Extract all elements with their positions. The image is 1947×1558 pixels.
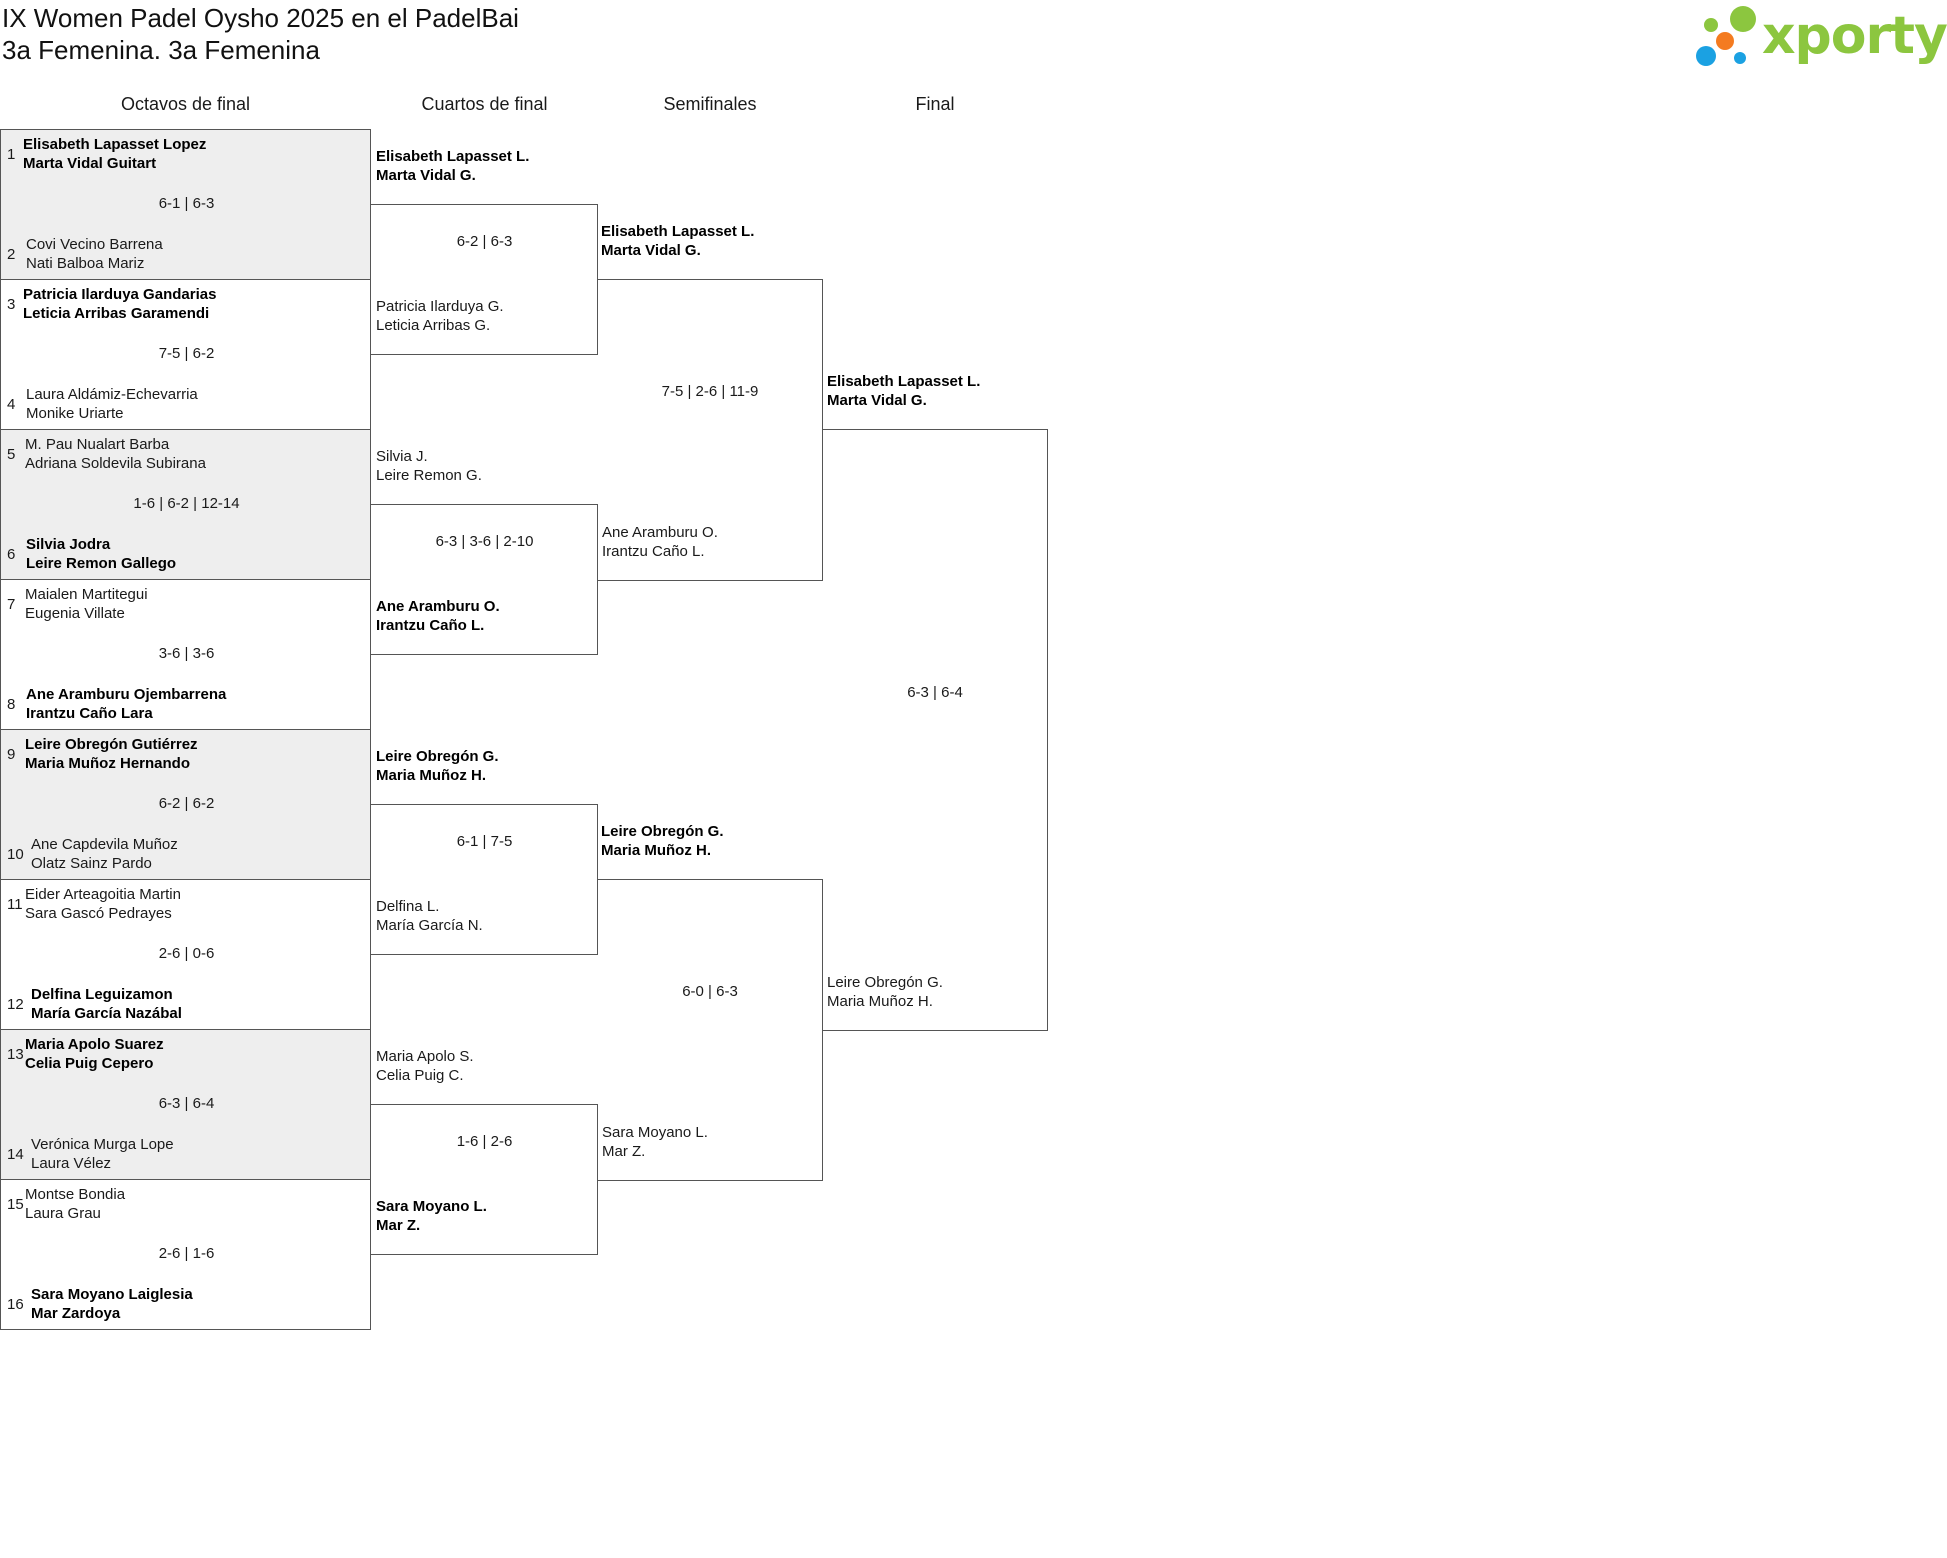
r16-match[interactable] [0, 429, 371, 580]
final-team-a-player-1: Elisabeth Lapasset L. [827, 373, 981, 390]
sf-team-b-player-2: Mar Z. [602, 1143, 646, 1160]
seed-number: 8 [7, 696, 16, 713]
qf-team-b-player-2: Mar Z. [376, 1217, 421, 1234]
sf-team-b-player-1: Ane Aramburu O. [602, 524, 718, 541]
sf-match[interactable] [597, 879, 823, 1181]
team-b-player-1: Ane Aramburu Ojembarrena [26, 686, 227, 703]
qf-team-a-player-2: Celia Puig C. [376, 1067, 464, 1084]
r16-match[interactable] [0, 1029, 371, 1180]
match-score: 1-6 | 2-6 [456, 1133, 513, 1150]
qf-team-b-player-1: Patricia Ilarduya G. [376, 298, 504, 315]
team-b-player-1: Laura Aldámiz-Echevarria [26, 386, 198, 403]
qf-team-a-player-2: Maria Muñoz H. [376, 767, 487, 784]
qf-match[interactable] [371, 804, 598, 955]
logo-dot-green-icon [1730, 6, 1756, 32]
match-score: 6-3 | 6-4 [907, 684, 963, 701]
final-team-a-player-2: Marta Vidal G. [827, 392, 927, 409]
seed-number: 5 [7, 446, 16, 463]
team-b-player-2: Nati Balboa Mariz [26, 255, 145, 272]
team-b-player-2: Monike Uriarte [26, 405, 124, 422]
team-b-player-2: María García Nazábal [31, 1005, 182, 1022]
r16-match[interactable] [0, 1179, 371, 1330]
final-team-b-player-2: Maria Muñoz H. [827, 993, 933, 1010]
team-b-player-2: Irantzu Caño Lara [26, 705, 153, 722]
team-b-player-2: Olatz Sainz Pardo [31, 855, 152, 872]
match-score: 6-2 | 6-2 [158, 795, 215, 812]
team-a-player-2: Leticia Arribas Garamendi [23, 305, 210, 322]
seed-number: 9 [7, 746, 16, 763]
team-a-player-2: Sara Gascó Pedrayes [25, 905, 172, 922]
qf-team-a-player-1: Silvia J. [376, 448, 428, 465]
sf-team-a-player-2: Maria Muñoz H. [601, 842, 712, 859]
team-a-player-1: Leire Obregón Gutiérrez [25, 736, 198, 753]
match-score: 6-2 | 6-3 [456, 233, 513, 250]
match-score: 3-6 | 3-6 [158, 645, 215, 662]
team-b-player-2: Mar Zardoya [31, 1305, 121, 1322]
seed-number: 10 [7, 846, 24, 863]
final-team-b-player-1: Leire Obregón G. [827, 974, 943, 991]
match-score: 7-5 | 2-6 | 11-9 [661, 383, 759, 400]
seed-number: 15 [7, 1196, 24, 1213]
team-b-player-1: Delfina Leguizamon [31, 986, 173, 1003]
logo-dot-green-small-icon [1704, 18, 1718, 32]
team-b-player-2: Leire Remon Gallego [26, 555, 177, 572]
match-score: 6-1 | 7-5 [456, 833, 513, 850]
qf-team-a-player-1: Elisabeth Lapasset L. [376, 148, 530, 165]
seed-number: 16 [7, 1296, 24, 1313]
team-a-player-2: Marta Vidal Guitart [23, 155, 157, 172]
round-header-semifinales: Semifinales [663, 94, 757, 114]
team-a-player-1: M. Pau Nualart Barba [25, 436, 170, 453]
seed-number: 13 [7, 1046, 24, 1063]
match-score: 6-1 | 6-3 [158, 195, 215, 212]
match-score: 6-0 | 6-3 [682, 983, 738, 1000]
r16-match[interactable] [0, 579, 371, 730]
qf-team-a-player-1: Leire Obregón G. [376, 748, 499, 765]
qf-team-b-player-1: Delfina L. [376, 898, 440, 915]
team-a-player-1: Montse Bondia [25, 1186, 126, 1203]
category-title: 3a Femenina. 3a Femenina [2, 35, 320, 65]
sf-team-a-player-2: Marta Vidal G. [601, 242, 701, 259]
team-a-player-1: Eider Arteagoitia Martin [25, 886, 181, 903]
qf-match[interactable] [371, 204, 598, 355]
round-header-cuartos: Cuartos de final [421, 94, 548, 114]
team-b-player-1: Covi Vecino Barrena [26, 236, 163, 253]
logo-dot-blue-icon [1696, 46, 1716, 66]
team-a-player-2: Laura Grau [25, 1205, 101, 1222]
tournament-title: IX Women Padel Oysho 2025 en el PadelBai [2, 3, 519, 33]
team-a-player-1: Patricia Ilarduya Gandarias [23, 286, 217, 303]
sf-team-b-player-1: Sara Moyano L. [602, 1124, 708, 1141]
qf-team-b-player-2: Leticia Arribas G. [376, 317, 491, 334]
sf-team-a-player-1: Elisabeth Lapasset L. [601, 223, 755, 240]
sf-match[interactable] [597, 279, 823, 581]
team-a-player-2: Maria Muñoz Hernando [25, 755, 191, 772]
team-a-player-2: Adriana Soldevila Subirana [25, 455, 206, 472]
qf-team-b-player-1: Ane Aramburu O. [376, 598, 500, 615]
qf-team-a-player-1: Maria Apolo S. [376, 1048, 474, 1065]
team-b-player-1: Verónica Murga Lope [31, 1136, 174, 1153]
match-score: 2-6 | 0-6 [158, 945, 215, 962]
match-score: 6-3 | 3-6 | 2-10 [435, 533, 534, 550]
seed-number: 3 [7, 296, 16, 313]
seed-number: 6 [7, 546, 16, 563]
seed-number: 2 [7, 246, 16, 263]
seed-number: 7 [7, 596, 16, 613]
qf-team-b-player-2: Irantzu Caño L. [376, 617, 485, 634]
team-b-player-1: Silvia Jodra [26, 536, 111, 553]
seed-number: 11 [7, 896, 23, 913]
match-score: 2-6 | 1-6 [158, 1245, 215, 1262]
round-header-final: Final [915, 94, 955, 114]
seed-number: 14 [7, 1146, 24, 1163]
r16-match[interactable] [0, 129, 371, 280]
logo-dot-blue-small-icon [1734, 52, 1746, 64]
logo-wordmark: xporty [1762, 6, 1947, 66]
xporty-logo[interactable] [1696, 4, 1947, 68]
sf-team-b-player-2: Irantzu Caño L. [602, 543, 705, 560]
team-b-player-1: Sara Moyano Laiglesia [31, 1286, 193, 1303]
final-match[interactable] [822, 429, 1048, 1031]
team-a-player-2: Eugenia Villate [25, 605, 125, 622]
team-a-player-1: Maria Apolo Suarez [25, 1036, 164, 1053]
r16-match[interactable] [0, 729, 371, 880]
match-score: 1-6 | 6-2 | 12-14 [133, 495, 240, 512]
round-header-octavos: Octavos de final [120, 94, 251, 114]
r16-match[interactable] [0, 879, 371, 1030]
qf-match[interactable] [371, 1104, 598, 1255]
seed-number: 1 [7, 146, 16, 163]
sf-team-a-player-1: Leire Obregón G. [601, 823, 724, 840]
team-b-player-1: Ane Capdevila Muñoz [31, 836, 178, 853]
team-b-player-2: Laura Vélez [31, 1155, 112, 1172]
match-score: 7-5 | 6-2 [158, 345, 215, 362]
qf-team-a-player-2: Leire Remon G. [376, 467, 482, 484]
team-a-player-2: Celia Puig Cepero [25, 1055, 154, 1072]
qf-team-b-player-1: Sara Moyano L. [376, 1198, 487, 1215]
logo-dot-orange-icon [1716, 32, 1734, 50]
match-score: 6-3 | 6-4 [158, 1095, 215, 1112]
qf-match[interactable] [371, 504, 598, 655]
team-a-player-1: Maialen Martitegui [25, 586, 148, 603]
team-a-player-1: Elisabeth Lapasset Lopez [23, 136, 207, 153]
seed-number: 4 [7, 396, 16, 413]
seed-number: 12 [7, 996, 24, 1013]
qf-team-b-player-2: María García N. [376, 917, 483, 934]
r16-match[interactable] [0, 279, 371, 430]
qf-team-a-player-2: Marta Vidal G. [376, 167, 476, 184]
